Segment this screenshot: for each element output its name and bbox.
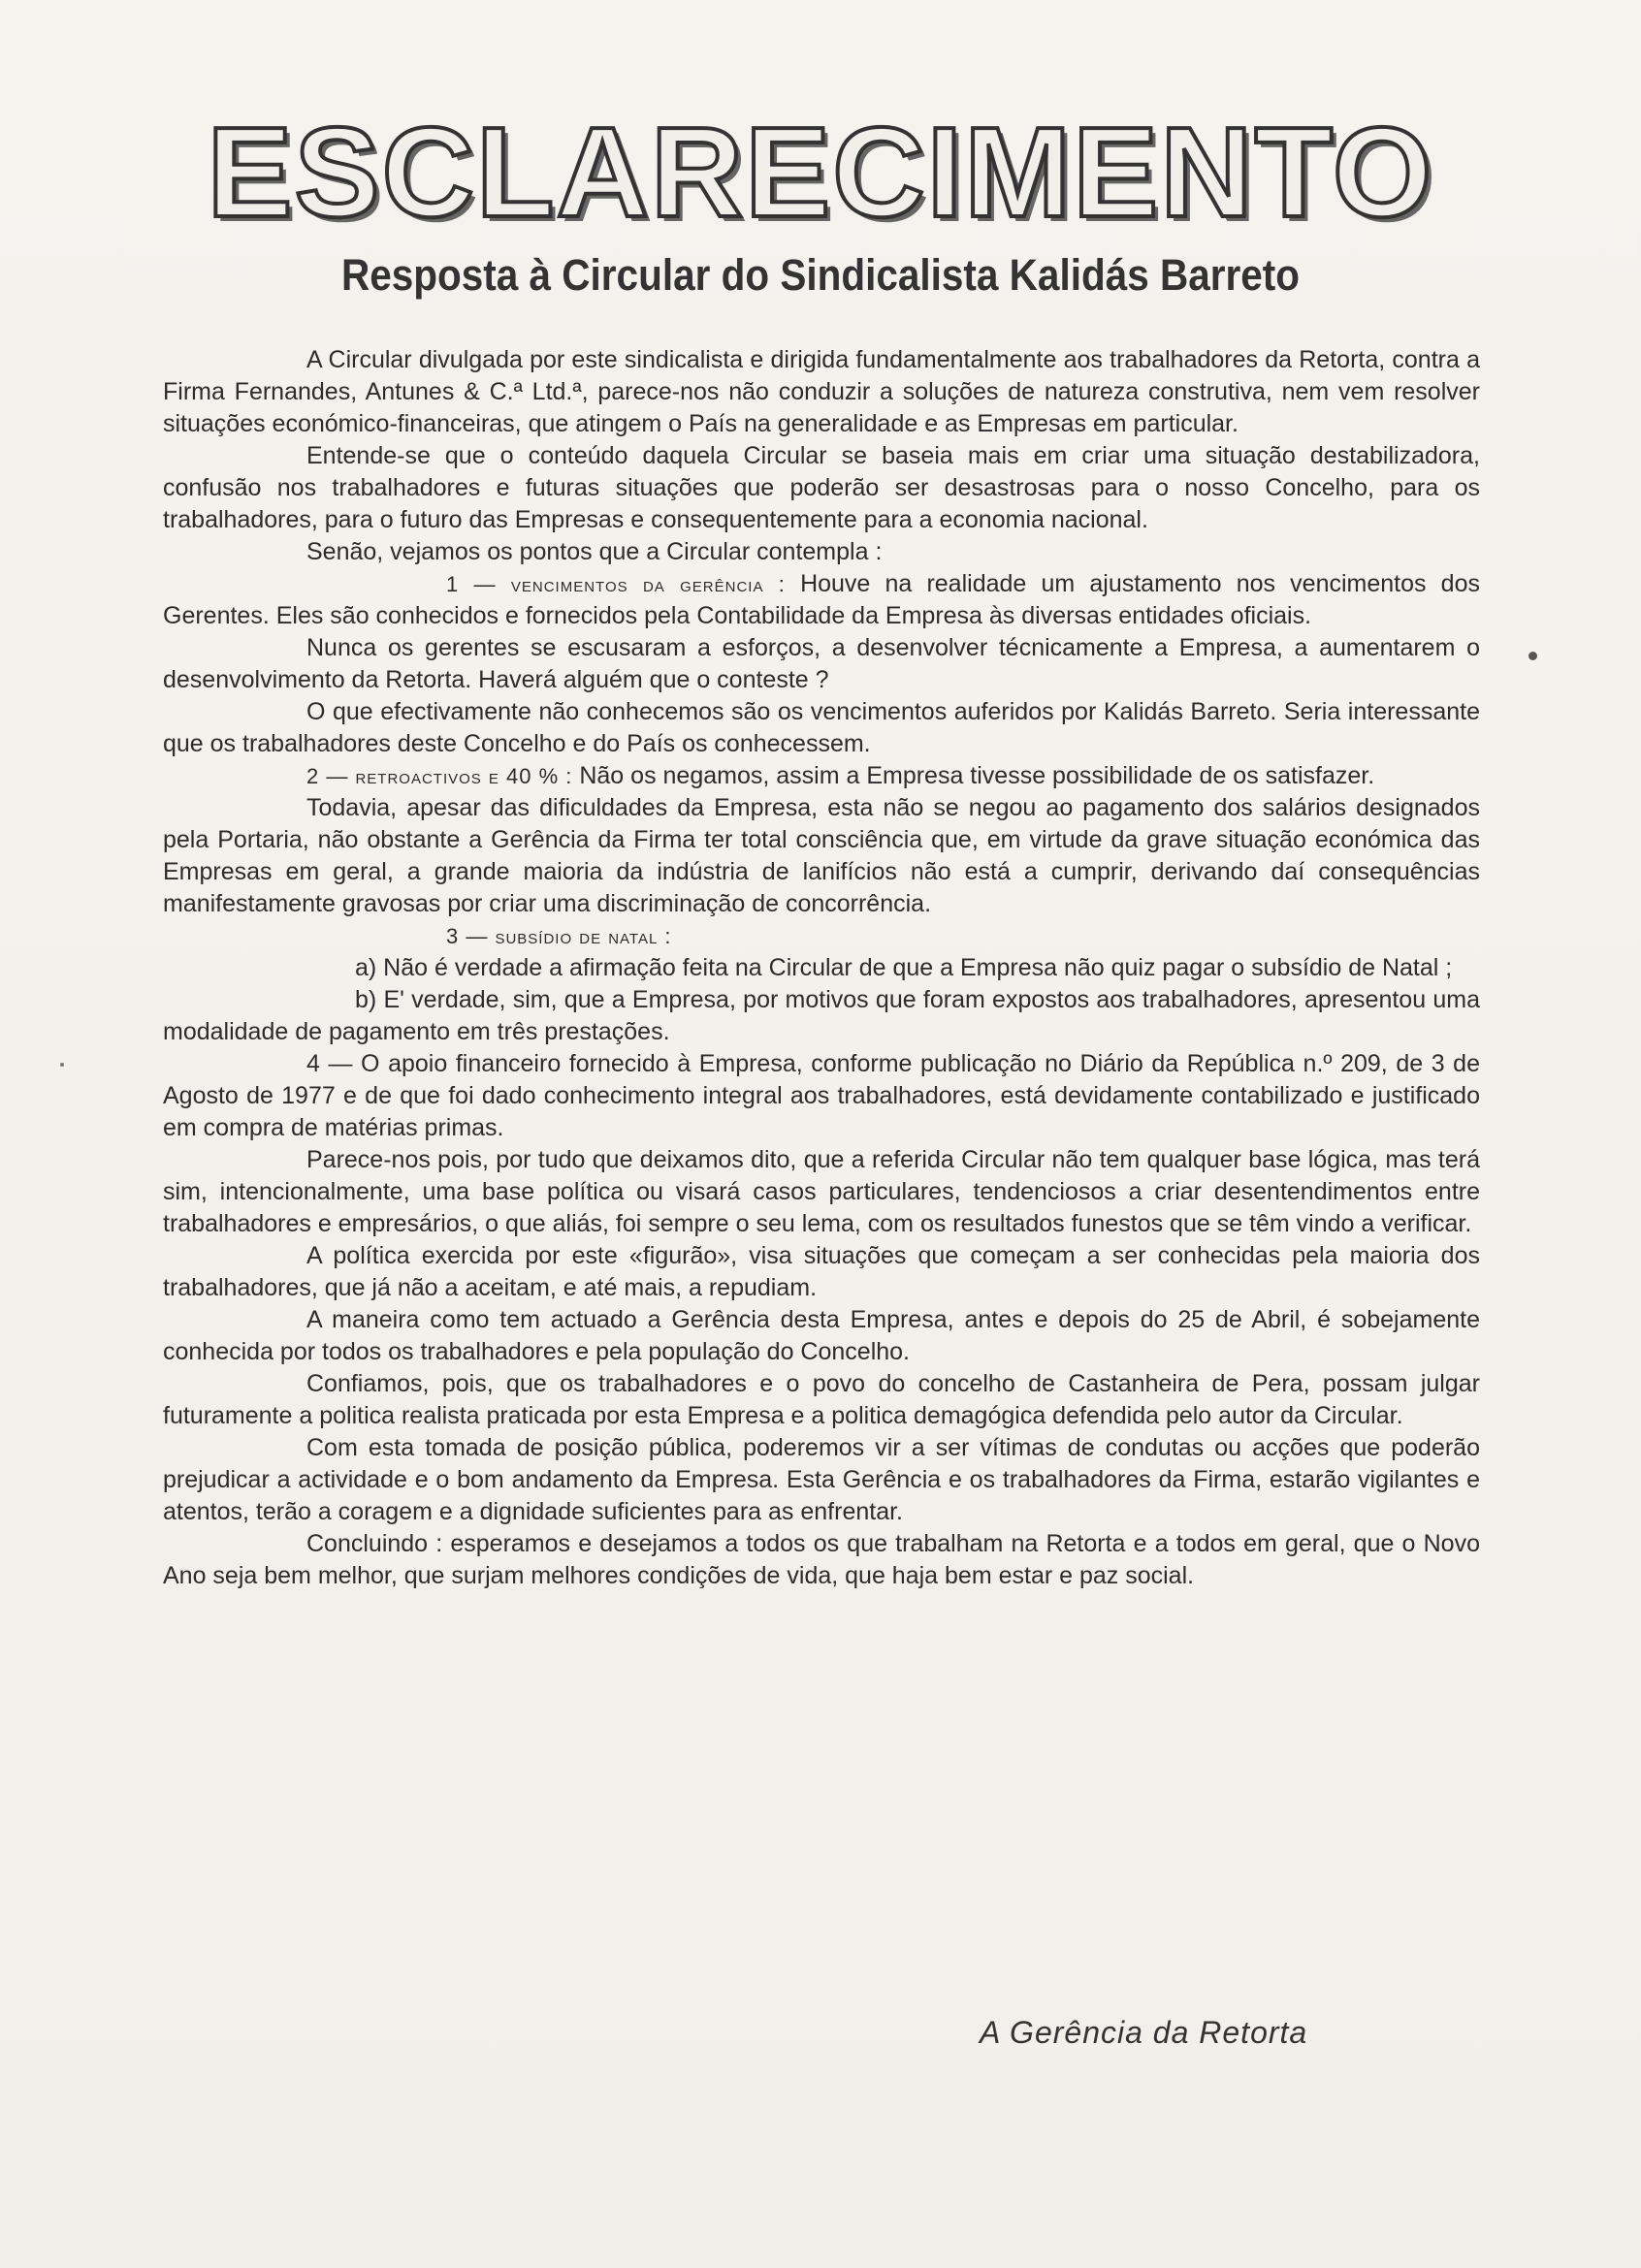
point-2-text: Não os negamos, assim a Empresa tivesse possibilidade de os satisfazer. [572,762,1375,789]
paragraph: A política exercida por este «figurão», visa situações que começam a ser conhecidas pela maioria dos trabalhadores, que já não a aceitam, e até mais, a repudiam. [163,1242,1480,1301]
point-1 [163,568,1480,632]
point-1-label: 1 — vencimentos da gerência : [446,572,786,596]
point-3-a: a) Não é verdade a afirmação feita na Circular de que a Empresa não quiz pagar o subsídio de Natal ; [355,954,1453,981]
point-4: 4 — O apoio financeiro fornecido à Empresa, conforme publicação no Diário da República n.º 209, de 3 de Agosto de 1977 e de que foi dado conhecimento integral aos trabalhadores, está devidamente contabilizado e justificado em compra de matérias primas. [163,1050,1480,1141]
paragraph: Confiamos, pois, que os trabalhadores e o povo do concelho de Castanheira de Pera, possam julgar futuramente a politica realista praticada por esta Empresa e a politica demagógica defendida pelo autor da Circular. [163,1370,1480,1429]
point-3-b: b) E' verdade, sim, que a Empresa, por motivos que foram expostos aos trabalhadores, apresentou uma modalidade de pagamento em três prestações. [163,986,1480,1045]
paragraph: Todavia, apesar das dificuldades da Empresa, esta não se negou ao pagamento dos salários designados pela Portaria, não obstante a Gerência da Firma ter total consciência que, em virtude da grave situação económica das Empresas em geral, a grande maioria da indústria de lanifícios não está a cumprir, derivando daí consequências manifestamente gravosas por criar uma discriminação de concorrência. [163,794,1480,917]
ink-spot [1528,652,1537,660]
paragraph: O que efectivamente não conhecemos são os vencimentos auferidos por Kalidás Barreto. Seria interessante que os trabalhadores deste Concelho e do País os conhecessem. [163,698,1480,757]
point-2 [163,760,1480,792]
paragraph: Senão, vejamos os pontos que a Circular contempla : [306,538,883,565]
headline-title: ESCLARECIMENTO [207,101,1434,243]
point-1-text: Houve na realidade um ajustamento nos vencimentos dos Gerentes. Eles são conhecidos e fornecidos pela Contabilidade da Empresa às diversas entidades oficiais. [163,570,1480,629]
paragraph: Concluindo : esperamos e desejamos a todos os que trabalham na Retorta e a todos em geral, que o Novo Ano seja bem melhor, que surjam melhores condições de vida, que haja bem estar e paz social. [163,1530,1480,1589]
paragraph: Nunca os gerentes se escusaram a esforços, a desenvolver técnicamente a Empresa, a aumentarem o desenvolvimento da Retorta. Haverá alguém que o conteste ? [163,634,1480,693]
paragraph: Parece-nos pois, por tudo que deixamos dito, que a referida Circular não tem qualquer base lógica, mas terá sim, intencionalmente, uma base política ou visará casos particulares, tendenciosos a criar desentendimentos entre trabalhadores e empresários, o que aliás, foi sempre o seu lema, com os resultados funestos que se têm vindo a verificar. [163,1146,1480,1237]
paragraph: A maneira como tem actuado a Gerência desta Empresa, antes e depois do 25 de Abril, é sobejamente conhecida por todos os trabalhadores e pela população do Concelho. [163,1306,1480,1365]
point-2-label: 2 — retroactivos e 40 % : [306,764,573,788]
point-3 [163,920,1480,952]
point-3-label: 3 — subsídio de natal : [446,924,672,948]
ink-spot [60,1063,64,1067]
document-body [163,344,1480,1592]
headline-subtitle: Resposta à Circular do Sindicalista Kalidás Barreto [340,250,1301,300]
paragraph: A Circular divulgada por este sindicalista e dirigida fundamentalmente aos trabalhadores da Retorta, contra a Firma Fernandes, Antunes & C.ª Ltd.ª, parece-nos não conduzir a soluções de natureza construtiva, nem vem resolver situações económico-financeiras, que atingem o País na generalidade e as Empresas em particular. [163,346,1480,437]
paragraph: Com esta tomada de posição pública, poderemos vir a ser vítimas de condutas ou acções que poderão prejudicar a actividade e o bom andamento da Empresa. Esta Gerência e os trabalhadores da Firma, estarão vigilantes e atentos, terão a coragem e a dignidade suficientes para as enfrentar. [163,1434,1480,1525]
paragraph: Entende-se que o conteúdo daquela Circular se baseia mais em criar uma situação destabilizadora, confusão nos trabalhadores e futuras situações que poderão ser desastrosas para o nosso Concelho, para os trabalhadores, para o futuro das Empresas e consequentemente para a economia nacional. [163,442,1480,533]
signature: A Gerência da Retorta [980,2015,1308,2050]
